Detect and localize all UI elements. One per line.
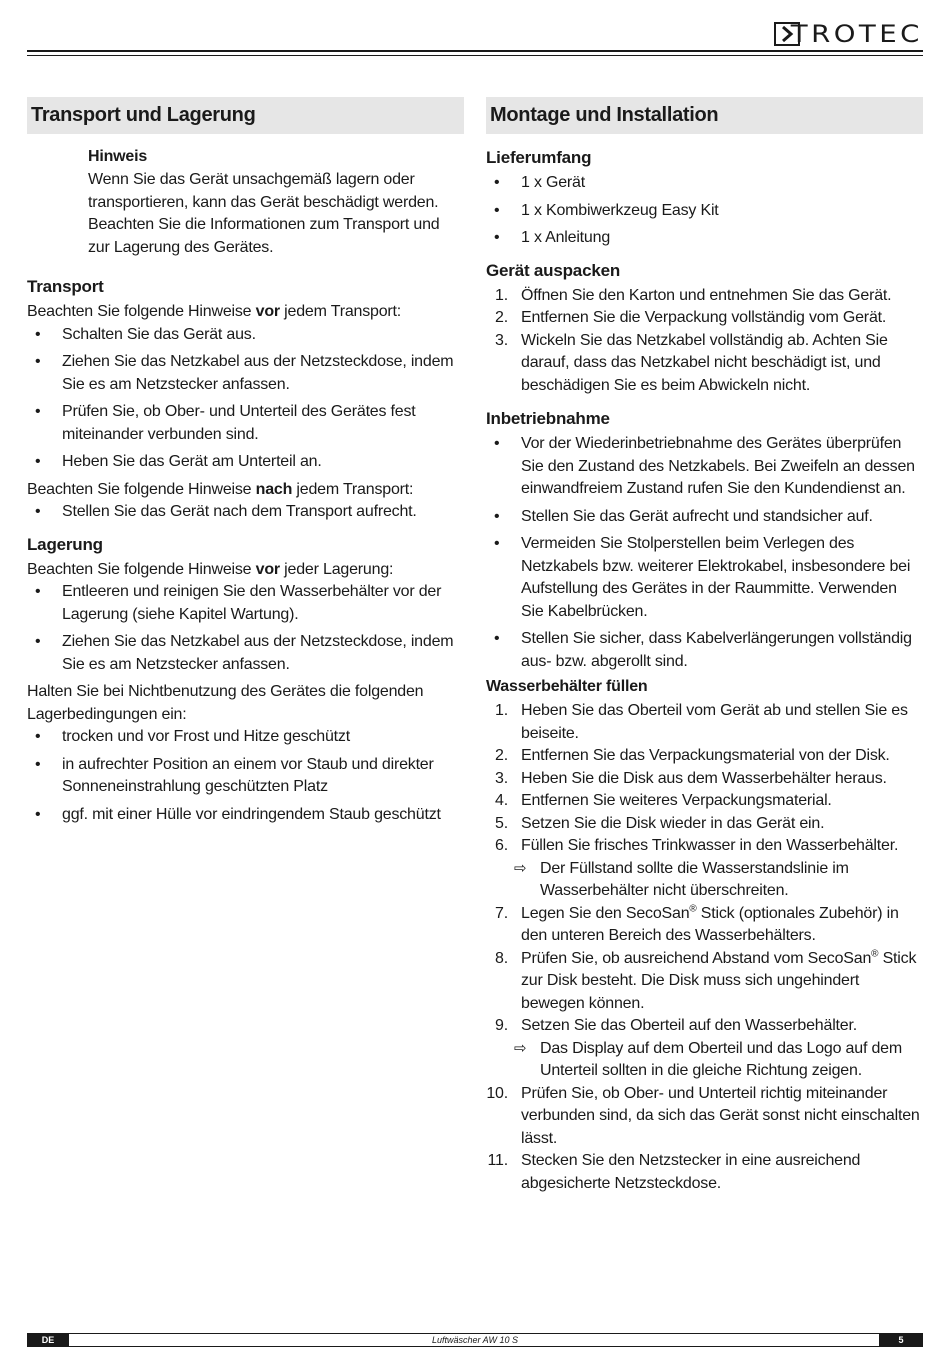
arrow-right-icon: ⇨ xyxy=(514,859,527,877)
header-rule-thin xyxy=(27,55,923,56)
list-item: 1. Öffnen Sie den Karton und entnehmen Sie das Gerät. xyxy=(495,286,892,304)
right-column xyxy=(486,97,923,1195)
section-title-transport: Transport und Lagerung xyxy=(27,97,464,134)
transport-after-list xyxy=(27,501,464,524)
list-item: • Schalten Sie das Gerät aus. xyxy=(35,325,256,343)
list-item: 1. Heben Sie das Oberteil vom Gerät ab und stellen Sie es beiseite. xyxy=(495,702,908,742)
list-item: • Stellen Sie sicher, dass Kabelverlängerungen vollständig aus- bzw. abgerollt sind. xyxy=(494,630,912,670)
result-item: ⇨ Der Füllstand sollte die Wasserstandslinie im Wasserbehälter nicht überschreiten. xyxy=(514,859,849,899)
unpack-steps xyxy=(486,285,923,398)
list-item: • ggf. mit einer Hülle vor eindringendem Staub geschützt xyxy=(35,805,441,823)
trotec-logo xyxy=(774,20,923,48)
brand-name: TROTEC xyxy=(790,20,923,48)
storage-list xyxy=(27,581,464,676)
list-item: • 1 x Gerät xyxy=(494,174,586,191)
list-item: • Ziehen Sie das Netzkabel aus der Netzsteckdose, indem Sie es am Netzstecker anfassen. xyxy=(35,633,454,673)
storage-conditions-list xyxy=(27,726,464,826)
fill-steps-end xyxy=(486,1083,923,1196)
arrow-right-icon: ⇨ xyxy=(514,1039,527,1057)
note-title: Hinweis xyxy=(88,148,148,165)
list-item: • Heben Sie das Gerät am Unterteil an. xyxy=(35,453,322,470)
list-item: • trocken und vor Frost und Hitze geschützt xyxy=(35,728,350,745)
left-column xyxy=(27,97,464,831)
list-item: 7. Legen Sie den SecoSan® Stick (optionales Zubehör) in den unteren Bereich des Wasserbehälters. xyxy=(495,903,899,944)
section-title-montage: Montage und Installation xyxy=(486,97,923,134)
list-item: 2. Entfernen Sie das Verpackungsmaterial von der Disk. xyxy=(495,747,890,764)
footer-language: DE xyxy=(27,1334,69,1346)
list-item: • Vermeiden Sie Stolperstellen beim Verlegen des Netzkabels bzw. weiterer Elektrokabel, insbesondere bei Aufstellung des Gerätes in der Raummitte. Verwenden Sie Kabelbrücken. xyxy=(494,535,911,620)
fill-steps xyxy=(486,700,923,858)
list-item: • Vor der Wiederinbetriebnahme des Gerätes überprüfen Sie den Zustand des Netzkabels. Bei Zweifeln an dessen einwandfreiem Zustand rufen Sie den Kundendienst an. xyxy=(494,435,915,497)
list-item: • Ziehen Sie das Netzkabel aus der Netzsteckdose, indem Sie es am Netzstecker anfassen. xyxy=(35,353,454,393)
fill-steps-cont xyxy=(486,903,923,1038)
list-item: 10. Prüfen Sie, ob Ober- und Unterteil richtig miteinander verbunden sind, da sich das Gerät sonst nicht einschalten lässt. xyxy=(486,1084,920,1147)
list-item: • Prüfen Sie, ob Ober- und Unterteil des Gerätes fest miteinander verbunden sind. xyxy=(35,403,416,443)
list-item: • Stellen Sie das Gerät nach dem Transport aufrecht. xyxy=(35,503,417,520)
note-text: Wenn Sie das Gerät unsachgemäß lagern oder transportieren, kann das Gerät beschädigt werden. Beachten Sie die Informationen zum Transport und zur Lagerung des Gerätes. xyxy=(88,171,440,256)
list-item: 2. Entfernen Sie die Verpackung vollständig vom Gerät. xyxy=(495,309,887,326)
transport-before-list xyxy=(27,324,464,474)
scope-list xyxy=(486,172,923,250)
storage-conditions-intro: Halten Sie bei Nichtbenutzung des Gerätes die folgenden Lagerbedingungen ein: xyxy=(27,683,424,723)
list-item: 3. Heben Sie die Disk aus dem Wasserbehälter heraus. xyxy=(495,769,887,787)
transport-intro-before: Beachten Sie folgende Hinweise vor jedem Transport: xyxy=(27,303,402,320)
note-box xyxy=(88,148,464,259)
header-rule-thick xyxy=(27,50,923,52)
transport-intro-after: Beachten Sie folgende Hinweise nach jedem Transport: xyxy=(27,480,414,498)
commissioning-list xyxy=(486,433,923,673)
page-header xyxy=(27,0,923,60)
list-item: 3. Wickeln Sie das Netzkabel vollständig ab. Achten Sie darauf, dass das Netzkabel nicht beschädigt ist, und beschädigen Sie es beim Abwickeln nicht. xyxy=(495,331,888,394)
storage-heading: Lagerung xyxy=(27,534,103,554)
list-item: 9. Setzen Sie das Oberteil auf den Wasserbehälter. xyxy=(495,1017,857,1034)
list-item: 5. Setzen Sie die Disk wieder in das Gerät ein. xyxy=(495,814,825,832)
transport-heading: Transport xyxy=(27,277,104,296)
list-item: 11. Stecken Sie den Netzstecker in eine ausreichend abgesicherte Netzsteckdose. xyxy=(487,1152,861,1192)
scope-heading: Lieferumfang xyxy=(486,148,592,167)
list-item: • Stellen Sie das Gerät aufrecht und standsicher auf. xyxy=(494,507,873,525)
storage-intro: Beachten Sie folgende Hinweise vor jeder Lagerung: xyxy=(27,560,394,578)
list-item: 8. Prüfen Sie, ob ausreichend Abstand vom SecoSan® Stick zur Disk besteht. Die Disk muss sich ungehindert bewegen können. xyxy=(495,948,917,1012)
result-item: ⇨ Das Display auf dem Oberteil und das Logo auf dem Unterteil sollten in die gleiche Richtung zeigen. xyxy=(514,1039,902,1079)
fill-heading: Wasserbehälter füllen xyxy=(486,678,648,695)
list-item: • Entleeren und reinigen Sie den Wasserbehälter vor der Lagerung (siehe Kapitel Wartung). xyxy=(35,583,442,623)
unpack-heading: Gerät auspacken xyxy=(486,260,621,280)
list-item: • 1 x Anleitung xyxy=(494,229,611,246)
list-item: • in aufrechter Position an einem vor Staub und direkter Sonneneinstrahlung geschützten Platz xyxy=(35,755,434,795)
list-item: • 1 x Kombiwerkzeug Easy Kit xyxy=(494,201,719,219)
footer-page-number: 5 xyxy=(879,1334,923,1346)
list-item: 6. Füllen Sie frisches Trinkwasser in den Wasserbehälter. xyxy=(495,837,899,854)
page-footer xyxy=(27,1333,923,1347)
commissioning-heading: Inbetriebnahme xyxy=(486,409,610,428)
footer-product-title: Luftwäscher AW 10 S xyxy=(431,1335,519,1345)
list-item: 4. Entfernen Sie weiteres Verpackungsmaterial. xyxy=(495,792,832,809)
